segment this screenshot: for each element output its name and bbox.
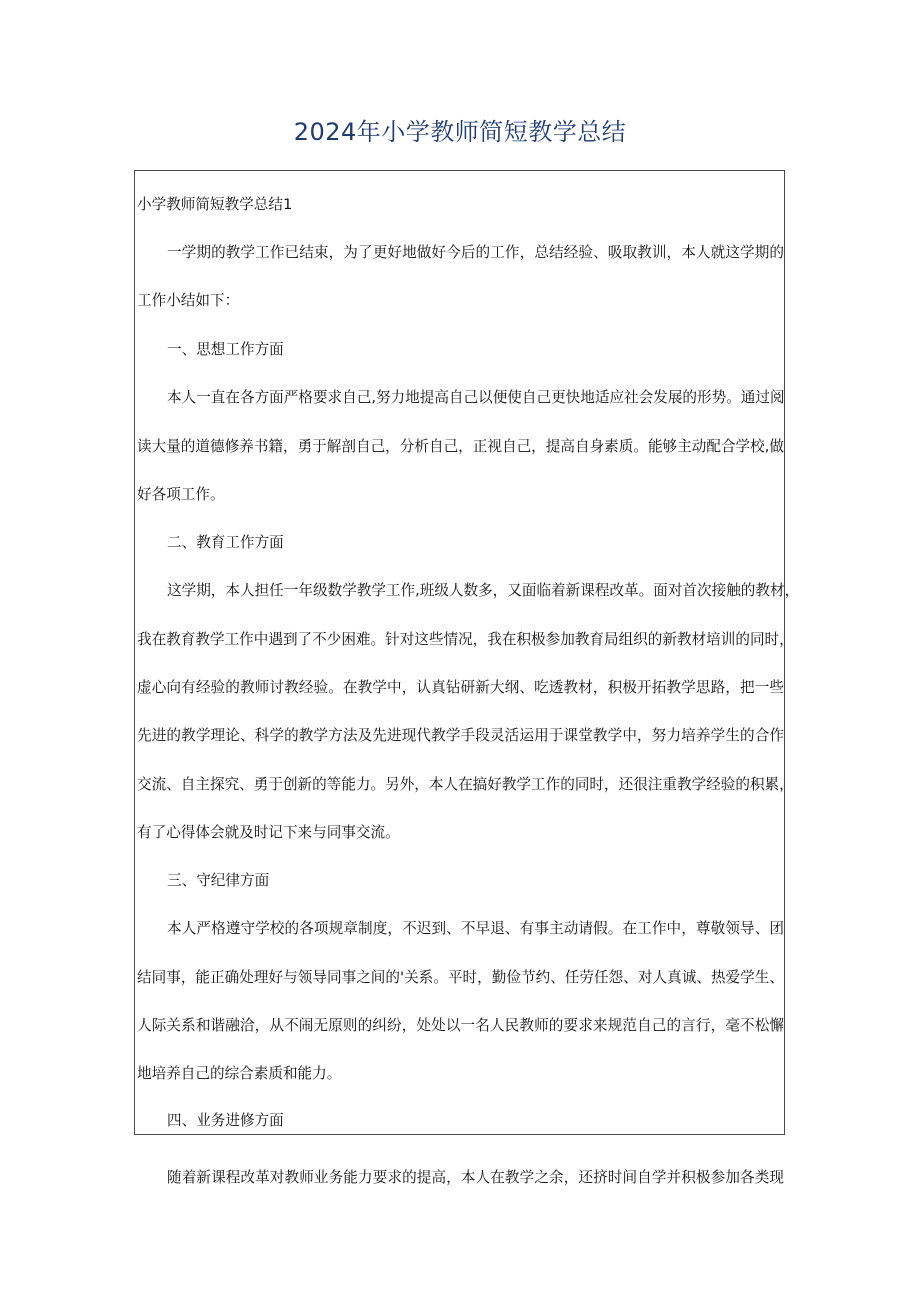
- paragraph-line: 随着新课程改革对教师业务能力要求的提高，本人在教学之余，还挤时间自学并积极参加各类现: [167, 1169, 784, 1186]
- paragraph-line: 有了心得体会就及时记下来与同事交流。: [137, 824, 400, 841]
- document-title: 2024年小学教师简短教学总结: [293, 118, 627, 146]
- section-heading-discipline: 三、守纪律方面: [167, 872, 270, 889]
- section-heading-ideology: 一、思想工作方面: [167, 341, 284, 358]
- intro-line: 工作小结如下：: [137, 292, 240, 309]
- paragraph-line: 我在教育教学工作中遇到了不少困难。针对这些情况，我在积极参加教育局组织的新教材培训的同时，: [137, 631, 794, 648]
- paragraph-line: 结同事，能正确处理好与领导同事之间的'关系。平时，勤俭节约、任劳任怨、对人真诚、热爱学生、: [137, 969, 784, 986]
- content-frame: [134, 170, 800, 1135]
- paragraph-line: 本人一直在各方面严格要求自己,努力地提高自己以便使自己更快地适应社会发展的形势。通过阅: [167, 389, 785, 406]
- section-heading-education: 二、教育工作方面: [167, 534, 284, 551]
- paragraph-line: 好各项工作。: [137, 486, 225, 503]
- section-heading-training: 四、业务进修方面: [167, 1112, 284, 1129]
- paragraph-line: 地培养自己的综合素质和能力。: [137, 1065, 342, 1082]
- paragraph-line: 人际关系和谐融洽，从不闹无原则的纠纷，处处以一名人民教师的要求来规范自己的言行，毫不松懈: [137, 1017, 784, 1034]
- paragraph-line: 交流、自主探究、勇于创新的等能力。另外，本人在搞好教学工作的同时，还很注重教学经验的积累，: [137, 776, 794, 793]
- paragraph-line: 先进的教学理论、科学的教学方法及先进现代教学手段灵活运用于课堂教学中，努力培养学生的合作: [137, 727, 784, 744]
- paragraph-line: 本人严格遵守学校的各项规章制度，不迟到、不早退、有事主动请假。在工作中，尊敬领导、团: [167, 920, 784, 937]
- paragraph-line: 这学期，本人担任一年级数学教学工作,班级人数多，又面临着新课程改革。面对首次接触的教材，: [167, 582, 800, 599]
- paragraph-line: 虚心向有经验的教师讨教经验。在教学中，认真钻研新大纲、吃透教材，积极开拓教学思路，把一些: [137, 679, 784, 696]
- intro-line: 一学期的教学工作已结束，为了更好地做好今后的工作，总结经验、吸取教训，本人就这学期的: [167, 244, 784, 261]
- section-subtitle: 小学教师简短教学总结1: [137, 196, 293, 213]
- paragraph-line: 读大量的道德修养书籍，勇于解剖自己，分析自己，正视自己，提高自身素质。能够主动配合学校,做: [137, 438, 784, 455]
